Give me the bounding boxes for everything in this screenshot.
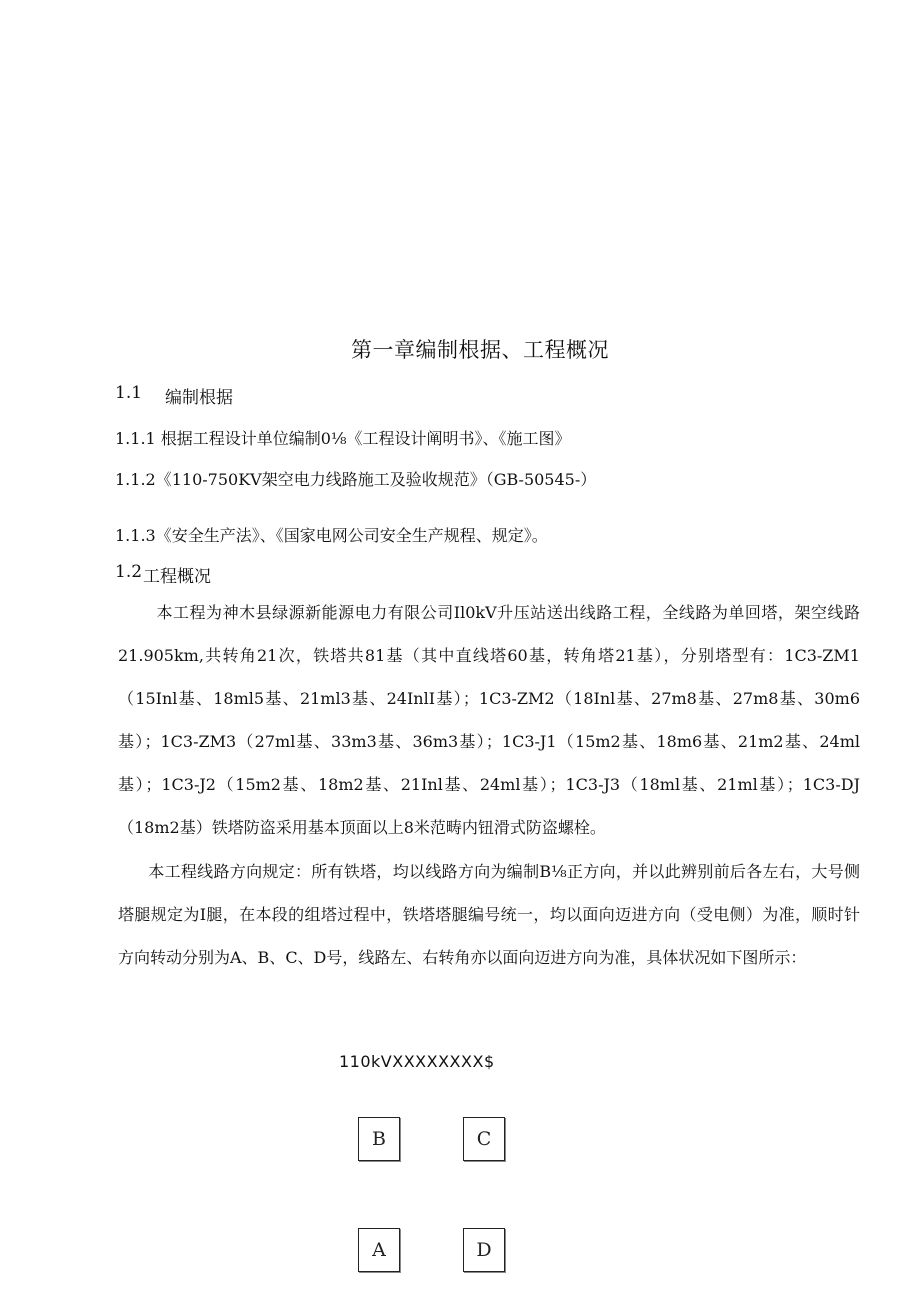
section-1-1-number: 1.1 xyxy=(115,383,143,403)
section-1-2-title: 工程概况 xyxy=(143,567,211,587)
item-1-1-2: 1.1.2《110-750KV架空电力线路施工及验收规范》（GB-50545-） xyxy=(115,470,597,489)
project-overview-paragraph xyxy=(118,591,860,849)
item-1-1-1: 1.1.1 根据工程设计单位编制0⅛《工程设计阐明书》、《施工图》 xyxy=(115,429,571,448)
item-1-1-3: 1.1.3《安全生产法》、《国家电网公司安全生产规程、规定》。 xyxy=(115,526,548,545)
diagram-title: 110kVXXXXXXXX$ xyxy=(339,1052,495,1071)
section-1-1-title: 编制根据 xyxy=(165,388,233,408)
project-overview-text: 本工程为神木县绿源新能源电力有限公司Il0kV升压站送出线路工程，全线路为单回塔，架空线路21.905km,共转角21次，铁塔共81基（其中直线塔60基，转角塔21基），分别塔型有：1C3-ZM1（15Inl基、18ml5基、21ml3基、24InlI基）；1C3-ZM2（18Inl基、27m8基、27m8基、30m6基）；1C3-ZM3（27ml基、33m3基、36m3基）；1C3-J1（15m2基、18m6基、21m2基、24ml基）；1C3-J2（15m2基、18m2基、21Inl基、24ml基）；1C3-J3（18ml基、21ml基）；1C3-DJ（18m2基）铁塔防盗采用基本顶面以上8米范畴内钮滑式防盗螺栓。 xyxy=(118,603,860,837)
tower-leg-d-box xyxy=(463,1228,505,1272)
tower-leg-c-box xyxy=(463,1117,505,1161)
chapter-title: 第一章编制根据、工程概况 xyxy=(351,338,609,362)
tower-leg-b-label: B xyxy=(372,1128,386,1150)
section-1-2-number: 1.2 xyxy=(115,562,143,582)
tower-leg-a-box xyxy=(358,1228,400,1272)
tower-leg-a-label: A xyxy=(372,1239,386,1261)
tower-leg-b-box xyxy=(358,1117,400,1161)
tower-leg-c-label: C xyxy=(476,1128,492,1150)
tower-leg-d-label: D xyxy=(476,1239,492,1261)
line-direction-text: 本工程线路方向规定：所有铁塔，均以线路方向为编制B⅛正方向，并以此辨别前后各左右，大号侧塔腿规定为I腿，在本段的组塔过程中，铁塔塔腿编号统一，均以面向迈进方向（受电侧）为准，顺时针方向转动分别为A、B、C、D号，线路左、右转角亦以面向迈进方向为准，具体状况如下图所示： xyxy=(118,862,860,967)
line-direction-paragraph xyxy=(118,850,860,979)
